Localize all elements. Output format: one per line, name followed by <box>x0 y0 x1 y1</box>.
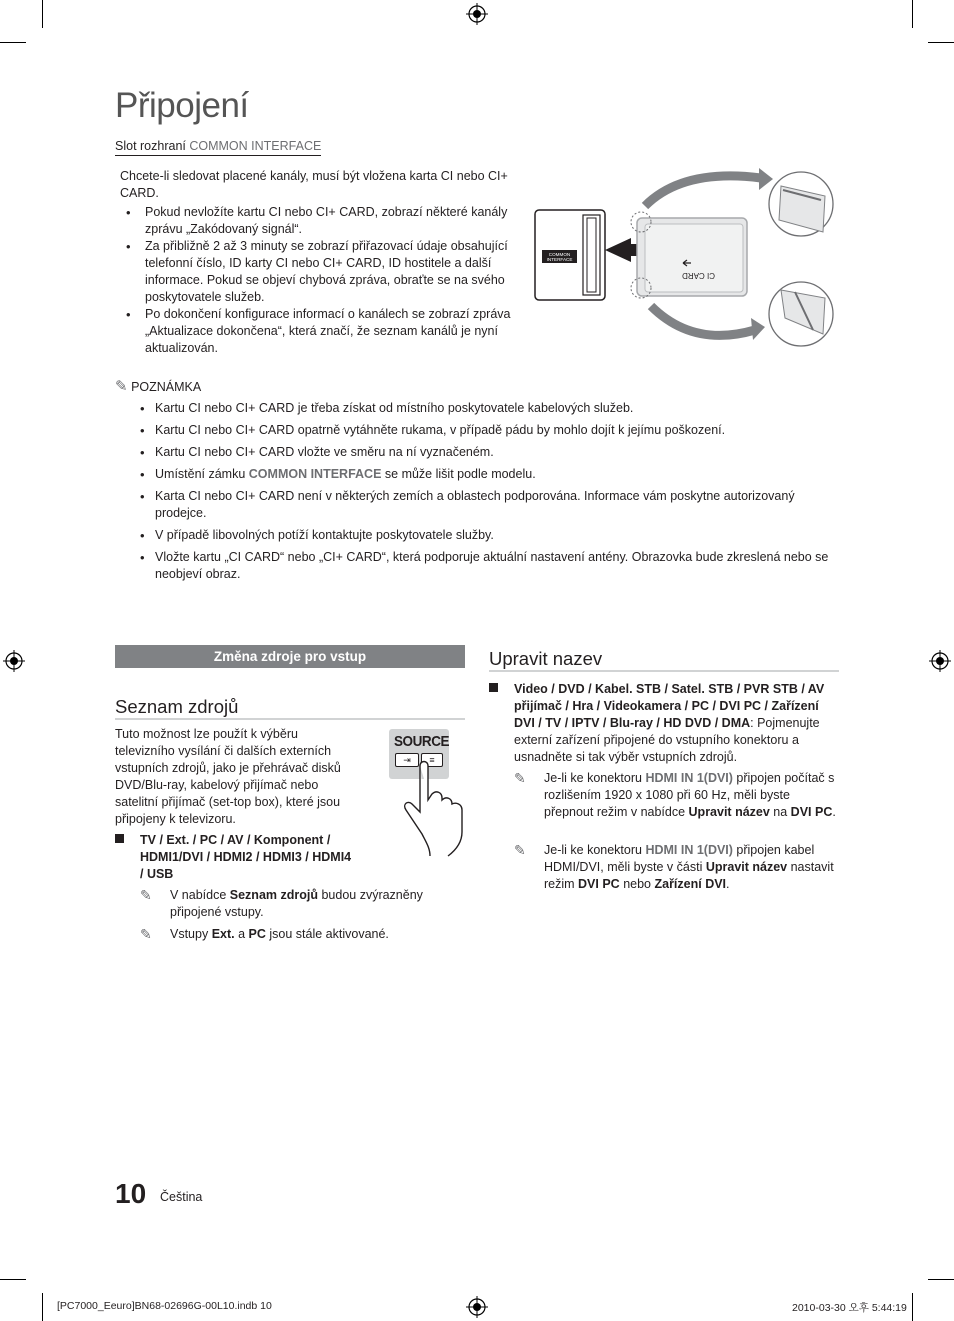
registration-mark-icon <box>929 650 951 672</box>
note-item: • Kartu CI nebo CI+ CARD opatrně vytáhněte rukama, v případě pádu by mohlo dojít k jejímu poškození. <box>140 422 840 439</box>
crop-mark <box>42 1293 43 1321</box>
menu-icon: ≡ <box>421 753 443 767</box>
rename-item: Video / DVD / Kabel. STB / Satel. STB / PVR STB / AV přijímač / Hra / Videokamera / PC / DVI PC / Zařízení DVI / TV / IPTV / Blu-ray / HD DVD / DMA: Pojmenujte externí zařízení připojené do vstupního konektoru a usnadněte si tak výběr vstupních zdrojů. <box>489 681 834 766</box>
rename-note: ✎ Je-li ke konektoru HDMI IN 1(DVI) připojen počítač s rozlišením 1920 x 1080 při 60 Hz, měli byste přepnout režim v nabídce Upravit název na DVI PC. <box>514 770 836 819</box>
input-icon: ⇥ <box>395 753 419 767</box>
registration-mark-icon <box>3 650 25 672</box>
note-pencil-icon: ✎ <box>514 770 526 786</box>
ci-bullet: • Po dokončení konfigurace informací o kanálech se zobrazí zpráva „Aktualizace dokončena“, která značí, že seznam kanálů je nyní aktualizován. <box>120 306 525 357</box>
source-note: ✎ Vstupy Ext. a PC jsou stále aktivované. <box>140 926 389 942</box>
section-bar: Změna zdroje pro vstup <box>115 645 465 668</box>
crop-mark <box>912 1293 913 1321</box>
note-item: • Umístění zámku COMMON INTERFACE se může lišit podle modelu. <box>140 466 840 483</box>
square-bullet-icon <box>489 683 498 692</box>
note-pencil-icon: ✎ <box>140 887 152 903</box>
footer-file-info: [PC7000_Eeuro]BN68-02696G-00L10.indb 10 <box>57 1300 272 1312</box>
ci-card-label: CI CARD <box>682 271 715 280</box>
crop-mark <box>928 42 954 43</box>
rename-note: ✎ Je-li ke konektoru HDMI IN 1(DVI) připojen kabel HDMI/DVI, měli byste v části Upravit název nastavit režim DVI PC nebo Zařízení DVI. <box>514 842 834 891</box>
subheader-highlight: COMMON INTERFACE <box>189 139 322 153</box>
page-number: 10 <box>115 1178 147 1209</box>
source-item: TV / Ext. / PC / AV / Komponent / HDMI1/DVI / HDMI2 / HDMI3 / HDMI4 / USB <box>115 832 355 883</box>
hand-press-icon <box>398 760 470 860</box>
note-label: POZNÁMKA <box>131 380 202 394</box>
note-item: • Kartu CI nebo CI+ CARD vložte ve směru na ní vyznačeném. <box>140 444 840 461</box>
note-item: • V případě libovolných potíží kontaktujte poskytovatele služby. <box>140 527 840 544</box>
subheader-prefix: Slot rozhraní <box>115 139 186 153</box>
slot-label-line1: COMMON <box>548 252 571 257</box>
page-language: Čeština <box>160 1190 203 1204</box>
ci-bullet: • Za přibližně 2 až 3 minuty se zobrazí přiřazovací údaje obsahující telefonní číslo, ID karty CI nebo CI+ CARD, ID hostitele a další informace. Pokud se objeví chybová zpráva, obraťte se na svého poskytovatele služeb. <box>120 238 525 306</box>
page-title: Připojení <box>115 86 249 125</box>
registration-mark-icon <box>466 3 488 25</box>
registration-mark-icon <box>466 1296 488 1318</box>
note-pencil-icon: ✎ <box>514 842 526 858</box>
crop-mark <box>42 0 43 28</box>
note-item: • Vložte kartu „CI CARD“ nebo „CI+ CARD“, která podporuje aktuální nastavení antény. Obrazovka bude zkreslená nebo se neobjeví obraz. <box>140 549 840 583</box>
section-subheader <box>115 139 321 156</box>
source-body: Tuto možnost lze použít k výběru televizního vysílání či dalších externích vstupních zdrojů, jako je přehrávač disků DVD/Blu-ray, kabelový přijímač nebo satelitní přijímač (set-top box), které jsou připojeny k televizoru. <box>115 727 341 826</box>
divider <box>115 718 465 720</box>
crop-mark <box>0 1279 26 1280</box>
source-list-heading: Seznam zdrojů <box>115 696 239 717</box>
ci-bullet: • Pokud nevložíte kartu CI nebo CI+ CARD, zobrazí některé kanály zprávu „Zakódovaný signál“. <box>120 204 525 238</box>
zoom-arrow-icon <box>645 176 761 206</box>
note-list <box>140 400 840 588</box>
rename-heading: Upravit nazev <box>489 648 603 669</box>
source-note: ✎ V nabídce Seznam zdrojů budou zvýrazněny připojené vstupy. <box>140 887 423 919</box>
note-pencil-icon: ✎ <box>140 926 152 942</box>
note-item: • Kartu CI nebo CI+ CARD je třeba získat od místního poskytovatele kabelových služeb. <box>140 400 840 417</box>
note-header <box>115 378 201 396</box>
crop-mark <box>912 0 913 28</box>
divider <box>489 670 839 672</box>
zoom-arrow-icon <box>651 306 755 335</box>
crop-mark <box>0 42 26 43</box>
square-bullet-icon <box>115 834 124 843</box>
note-item: • Karta CI nebo CI+ CARD není v některých zemích a oblastech podporována. Informace vám poskytne autorizovaný prodejce. <box>140 488 840 522</box>
ci-intro: Chcete-li sledovat placené kanály, musí být vložena karta CI nebo CI+ CARD. <box>120 169 508 200</box>
footer-timestamp: 2010-03-30 오후 5:44:19 <box>792 1302 907 1314</box>
note-pencil-icon: ✎ <box>115 378 128 395</box>
source-button-label: SOURCE <box>394 733 450 750</box>
slot-label-line2: INTERFACE <box>546 257 573 262</box>
ci-card-diagram <box>533 168 838 350</box>
crop-mark <box>928 1279 954 1280</box>
ci-body <box>120 168 525 357</box>
